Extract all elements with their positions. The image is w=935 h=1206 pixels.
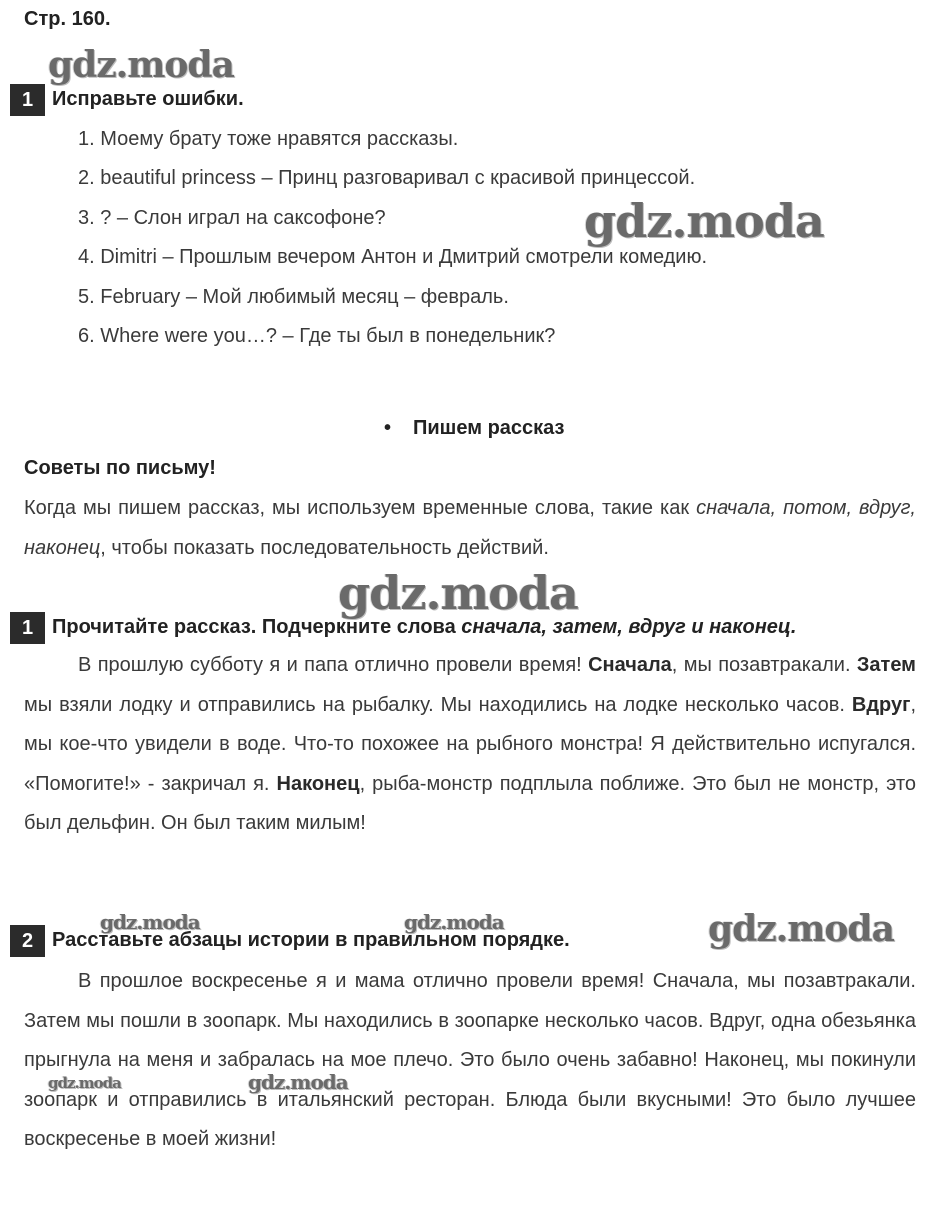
page-number: Стр. 160. xyxy=(24,8,111,30)
list-item: 4. Dimitri – Прошлым вечером Антон и Дмитрий смотрели комедию. xyxy=(78,246,708,269)
watermark: gdz.moda xyxy=(338,566,578,620)
task-number-badge: 1 xyxy=(10,84,45,116)
advice-title: Советы по письму! xyxy=(24,457,216,479)
list-item: 2. beautiful princess – Принц разговаривал с красивой принцессой. xyxy=(78,167,696,190)
watermark: gdz.moda xyxy=(100,910,200,934)
watermark: gdz.moda xyxy=(404,910,504,934)
story-text: В прошлую субботу я и папа отлично провели время! Сначала, мы позавтракали. Затем мы взяли лодку и отправились на рыбалку. Мы находились на лодке несколько часов. Вдруг, мы кое-что увидели в воде. Что-то похожее на рыбного монстра! Я действительно испугался. «Помогите!» - закричал я. Наконец, рыба-монстр подплыла поближе. Это был не монстр, это был дельфин. Он был таким милым! xyxy=(24,654,916,834)
section-heading xyxy=(384,417,564,440)
task-title: Расставьте абзацы истории в правильном порядке. xyxy=(52,929,570,951)
keyword: Наконец xyxy=(276,772,360,795)
task-title: Прочитайте рассказ. Подчеркните слова сначала, затем, вдруг и наконец. xyxy=(52,616,797,638)
watermark: gdz.moda xyxy=(584,194,824,248)
keyword: Сначала xyxy=(588,654,672,676)
bullet-icon: • xyxy=(384,417,392,439)
advice-text: Когда мы пишем рассказ, мы используем временные слова, такие как сначала, потом, вдруг, наконец, чтобы показать последовательность действий. xyxy=(24,497,916,559)
list-item: 3. ? – Слон играл на саксофоне? xyxy=(78,206,386,229)
watermark: gdz.moda xyxy=(48,44,234,86)
task-number-badge: 1 xyxy=(10,612,45,644)
list-item: 5. February – Мой любимый месяц – февраль. xyxy=(78,285,509,308)
section-heading-text: Пишем рассказ xyxy=(413,417,565,439)
keyword: Затем xyxy=(856,654,916,676)
task-number-badge: 2 xyxy=(10,925,45,957)
list-item: 1. Моему брату тоже нравятся рассказы. xyxy=(78,128,459,150)
keyword: Вдруг xyxy=(851,693,911,716)
task-title: Исправьте ошибки. xyxy=(52,88,244,110)
story-text: В прошлое воскресенье я и мама отлично провели время! Сначала, мы позавтракали. Затем мы пошли в зоопарк. Мы находились в зоопарке несколько часов. Вдруг, одна обезьянка прыгнула на меня и забралась на мое плечо. Это было очень забавно! Наконец, мы покинули зоопарк и отправились в итальянский ресторан. Блюда были вкусными! Это было лучшее воскресенье в моей жизни! xyxy=(24,970,916,1150)
watermark: gdz.moda xyxy=(708,908,894,950)
watermark: gdz.moda xyxy=(48,1074,121,1092)
list-item: 6. Where were you…? – Где ты был в понедельник? xyxy=(78,324,556,347)
watermark: gdz.moda xyxy=(248,1070,348,1094)
